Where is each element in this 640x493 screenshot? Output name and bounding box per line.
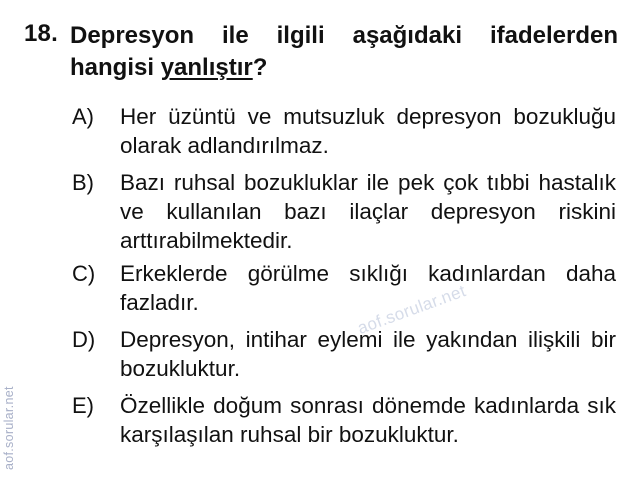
option-e-letter: E): [72, 393, 94, 418]
option-c-letter: C): [72, 261, 96, 286]
question-number: 18.: [24, 20, 58, 47]
question-stem-end: ?: [252, 54, 268, 81]
option-c-text: Erkeklerde görülme sıklığı kadınlardan daha fazladır.: [120, 261, 616, 315]
center-watermark: aof.sorular.net: [355, 281, 469, 338]
option-e-text: Özellikle doğum sonrası dönemde kadınlarda sık karşılaşılan ruhsal bir bozukluktur.: [120, 393, 616, 447]
question-negative-keyword: yanlıştır: [160, 54, 253, 81]
option-d-letter: D): [72, 327, 96, 352]
option-a-text: Her üzüntü ve mutsuzluk depresyon bozukluğu olarak adlandırılmaz.: [120, 104, 616, 158]
option-b-letter: B): [72, 170, 94, 195]
question-stem: [70, 20, 618, 84]
option-b-text: Bazı ruhsal bozukluklar ile pek çok tıbbi hastalık ve kullanılan bazı ilaçlar depresyon riskini arttırabilmektedir.: [120, 170, 616, 253]
option-a-letter: A): [72, 104, 94, 129]
question-stem-text: Depresyon ile ilgili aşağıdaki ifadelerden hangisi: [70, 22, 618, 81]
option-d-text: Depresyon, intihar eylemi ile yakından ilişkili bir bozukluktur.: [120, 327, 616, 381]
side-watermark: aof.sorular.net: [2, 386, 16, 470]
